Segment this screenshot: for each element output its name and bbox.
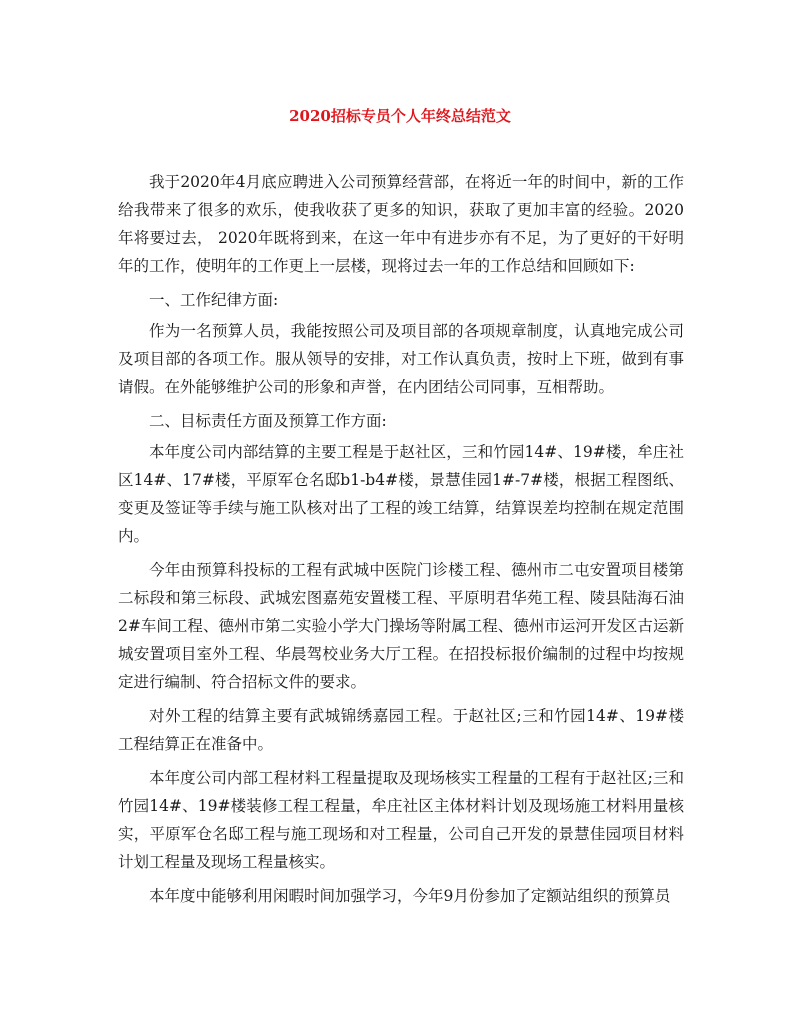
section-heading-work-discipline: 一、工作纪律方面: [149,291,279,309]
paragraph-external-settlement: 对外工程的结算主要有武城锦绣嘉园工程。于赵社区;三和竹园14#、19#楼工程结算正在准备中。 [118,707,684,753]
paragraph-intro: 我于2020年4月底应聘进入公司预算经营部，在将近一年的时间中，新的工作给我带来了很多的欢乐，使我收获了更多的知识，获取了更加丰富的经验。2020年将要过去， 2020年既将到来，在这一年中有进步亦有不足，为了更好的干好明年的工作，使明年的工作更上一层楼，现将过去一年的工作总结和回顾如下: [118,173,684,275]
paragraph-internal-settlement: 本年度公司内部结算的主要工程是于赵社区，三和竹园14#、19#楼，牟庄社区14#、17#楼，平原军仓名邸b1-b4#楼，景慧佳园1#-7#楼，根据工程图纸、变更及签证等手续与施工队核对出了工程的竣工结算，结算误差均控制在规定范围内。 [118,443,684,545]
paragraph-bidding-projects: 今年由预算科投标的工程有武城中医院门诊楼工程、德州市二屯安置项目楼第二标段和第三标段、武城宏图嘉苑安置楼工程、平原明君华苑工程、陵县陆海石油2#车间工程、德州市第二实验小学大门操场等附属工程、德州市运河开发区古运新城安置项目室外工程、华晨驾校业务大厅工程。在招投标报价编制的过程中均按规定进行编制、符合招标文件的要求。 [118,561,684,691]
paragraph-material-quantities: 本年度公司内部工程材料工程量提取及现场核实工程量的工程有于赵社区;三和竹园14#、19#楼装修工程工程量，牟庄社区主体材料计划及现场施工材料用量核实，平原军仓名邸工程与施工现场和对工程量，公司自己开发的景慧佳园项目材料计划工程量及现场工程量核实。 [118,769,684,871]
paragraph-work-discipline: 作为一名预算人员，我能按照公司及项目部的各项规章制度，认真地完成公司及项目部的各项工作。服从领导的安排，对工作认真负责，按时上下班，做到有事请假。在外能够维护公司的形象和声誉，在内团结公司同事，互相帮助。 [118,322,684,396]
document-body [118,168,684,916]
paragraph-study: 本年度中能够利用闲暇时间加强学习，今年9月份参加了定额站组织的预算员 [149,887,671,905]
section-heading-target-responsibility: 二、目标责任方面及预算工作方面: [149,412,387,430]
document-title: 2020招标专员个人年终总结范文 [289,107,511,125]
